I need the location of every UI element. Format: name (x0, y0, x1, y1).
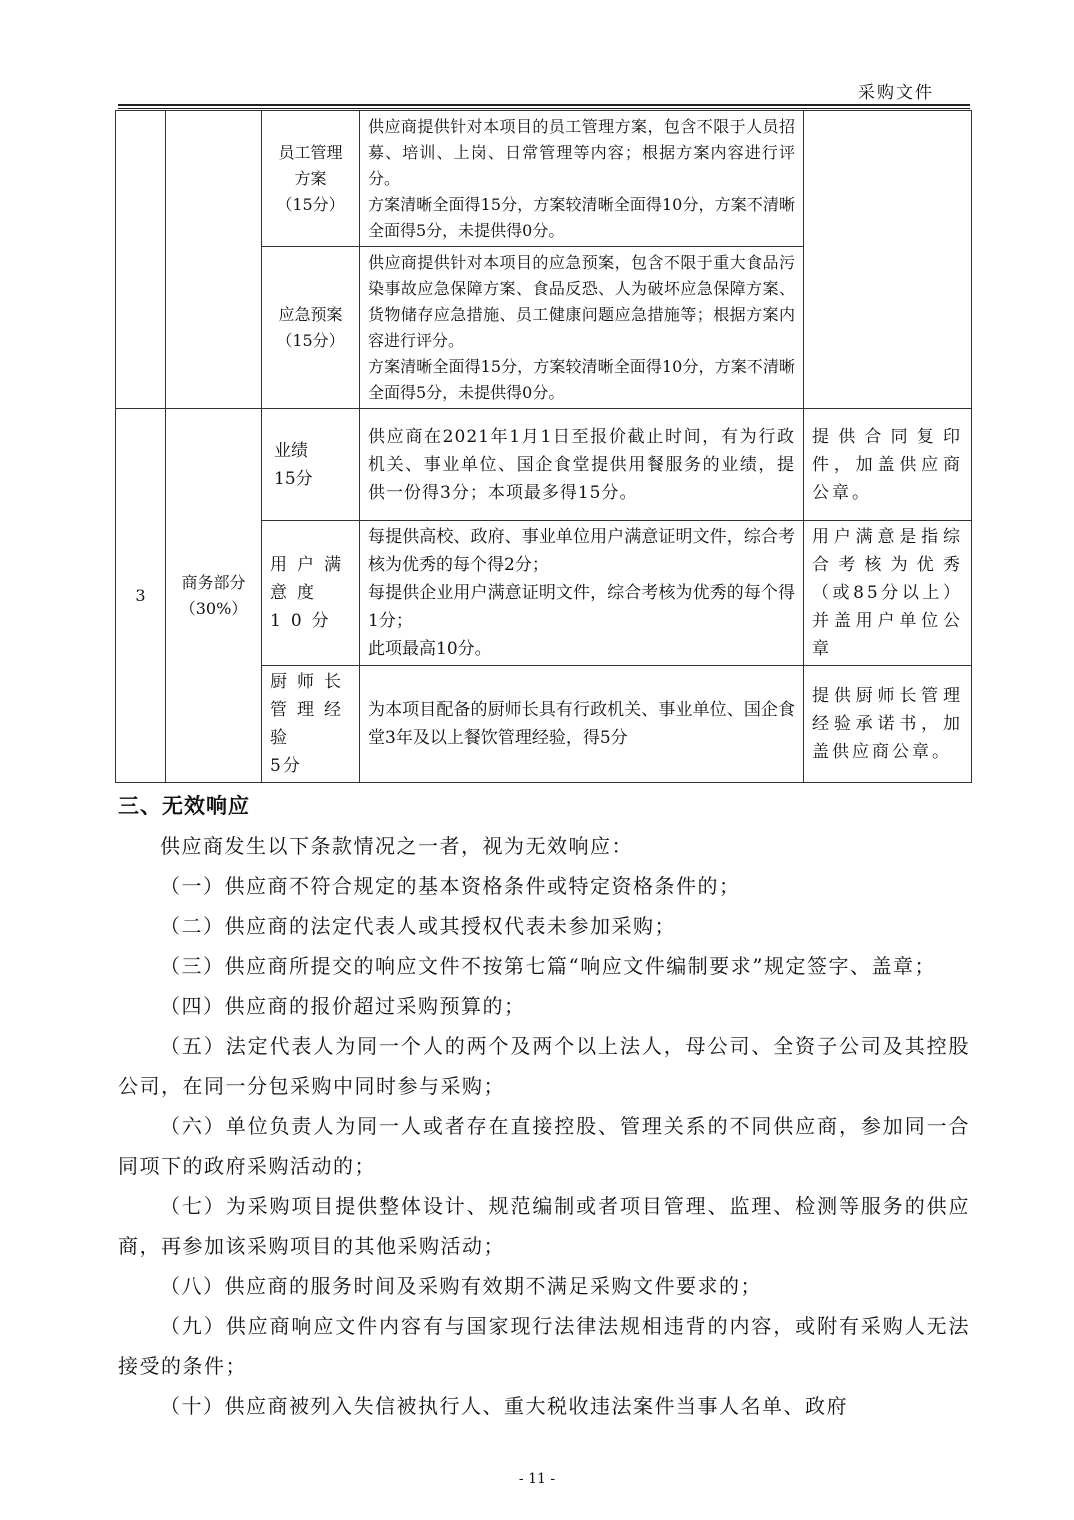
note-cell: 提供合同复印件，加盖供应商公章。 (804, 409, 972, 521)
list-item: （四）供应商的报价超过采购预算的； (160, 994, 526, 1018)
table-row (116, 111, 972, 247)
category-cell-empty (166, 111, 262, 409)
section-heading: 三、无效响应 (118, 793, 250, 818)
requirement-cell: 为本项目配备的厨师长具有行政机关、事业单位、国企食堂3年及以上餐饮管理经验，得5分 (360, 666, 804, 783)
note-cell: 用户满意是指综合考核为优秀（或85分以上）并盖用户单位公章 (804, 521, 972, 666)
requirement-cell: 供应商提供针对本项目的员工管理方案，包含不限于人员招募、培训、上岗、日常管理等内容；根据方案内容进行评分。 方案清晰全面得15分，方案较清晰全面得10分，方案不清晰全面得5分，未提供得0分。 (360, 111, 804, 247)
section-intro: 供应商发生以下条款情况之一者，视为无效响应： (160, 834, 633, 858)
list-item: （五）法定代表人为同一个人的两个及两个以上法人，母公司、全资子公司及其控股公司，在同一分包采购中同时参与采购； (118, 1034, 970, 1098)
note-cell: 提供厨师长管理经验承诺书，加盖供应商公章。 (804, 666, 972, 783)
list-item: （九）供应商响应文件内容有与国家现行法律法规相违背的内容，或附有采购人无法接受的条件； (118, 1314, 970, 1378)
list-item: （十）供应商被列入失信被执行人、重大税收违法案件当事人名单、政府 (160, 1394, 848, 1418)
list-item: （七）为采购项目提供整体设计、规范编制或者项目管理、监理、检测等服务的供应商，再参加该采购项目的其他采购活动； (118, 1194, 970, 1258)
header-rule (118, 104, 970, 106)
document-header-title: 采购文件 (858, 83, 934, 103)
list-item: （八）供应商的服务时间及采购有效期不满足采购文件要求的； (160, 1274, 762, 1298)
list-item: （一）供应商不符合规定的基本资格条件或特定资格条件的； (160, 874, 741, 898)
header-rule-thin (118, 108, 970, 109)
list-item: （六）单位负责人为同一人或者存在直接控股、管理关系的不同供应商，参加同一合同项下的政府采购活动的； (118, 1114, 970, 1178)
requirement-cell: 供应商在2021年1月1日至报价截止时间，有为行政机关、事业单位、国企食堂提供用餐服务的业绩，提供一份得3分；本项最多得15分。 (360, 409, 804, 521)
table-row (116, 409, 972, 521)
scoring-table (115, 110, 972, 783)
row-number: 3 (116, 409, 166, 783)
list-item: （二）供应商的法定代表人或其授权代表未参加采购； (160, 914, 676, 938)
page-number: - 11 - (518, 1471, 556, 1487)
item-cell: 用户满意度10分 (262, 521, 360, 666)
requirement-cell: 供应商提供针对本项目的应急预案，包含不限于重大食品污染事故应急保障方案、食品反恐、人为破坏应急保障方案、货物储存应急措施、员工健康问题应急措施等；根据方案内容进行评分。 方案清晰全面得15分，方案较清晰全面得10分，方案不清晰全面得5分，未提供得0分。 (360, 247, 804, 409)
item-cell: 应急预案 （15分） (262, 247, 360, 409)
no-cell-empty (116, 111, 166, 409)
category-cell: 商务部分 （30%） (166, 409, 262, 783)
list-item: （三）供应商所提交的响应文件不按第七篇“响应文件编制要求”规定签字、盖章； (160, 954, 936, 978)
note-cell-empty (804, 111, 972, 409)
item-cell: 员工管理 方案 （15分） (262, 111, 360, 247)
requirement-cell: 每提供高校、政府、事业单位用户满意证明文件，综合考核为优秀的每个得2分； 每提供企业用户满意证明文件，综合考核为优秀的每个得1分； 此项最高10分。 (360, 521, 804, 666)
item-cell: 厨师长管理经验 5分 (262, 666, 360, 783)
item-cell: 业绩 15分 (262, 409, 360, 521)
invalid-response-section (118, 786, 970, 1426)
